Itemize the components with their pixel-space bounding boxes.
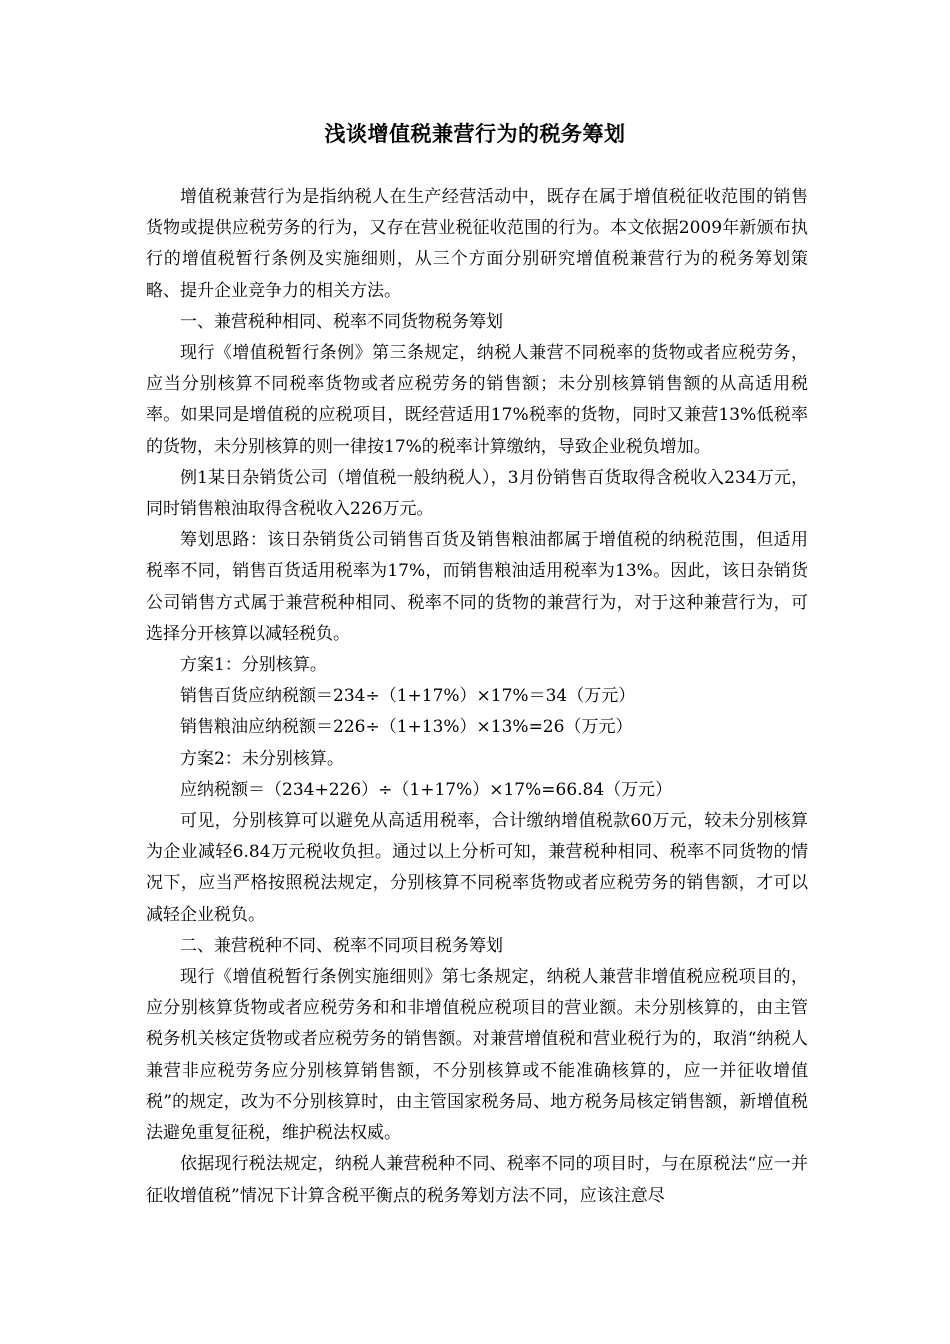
paragraph: 依据现行税法规定，纳税人兼营税种不同、税率不同的项目时，与在原税法“应一并征收增值税”情况下计算含税平衡点的税务筹划方法不同，应该注意尽 [146, 1154, 808, 1206]
paragraph-example: 例1某日杂销货公司（增值税一般纳税人），3月份销售百货取得含税收入234万元，同时销售粮油取得含税收入226万元。 [146, 467, 808, 520]
plan-label: 方案1：分别核算。 [180, 655, 327, 676]
paragraph: 可见，分别核算可以避免从高适用税率，合计缴纳增值税款60万元，较未分别核算为企业减轻6.84万元税收负担。通过以上分析可知，兼营税种相同、税率不同货物的情况下，应当严格按照税法规定，分别核算不同税率货物或者应税劳务的销售额，才可以减轻企业税负。 [146, 811, 808, 925]
paragraph: 现行《增值税暂行条例》第三条规定，纳税人兼营不同税率的货物或者应税劳务，应当分别核算不同税率货物或者应税劳务的销售额；未分别核算销售额的从高适用税率。如果同是增值税的应税项目，既经营适用17%税率的货物，同时又兼营13%低税率的货物，未分别核算的则一律按17%的税率计算缴纳，导致企业税负增加。 [146, 343, 808, 457]
document-title: 浅谈增值税兼营行为的税务筹划 [324, 122, 626, 146]
paragraph-intro: 增值税兼营行为是指纳税人在生产经营活动中，既存在属于增值税征收范围的销售货物或提供应税劳务的行为，又存在营业税征收范围的行为。本文依据2009年新颁布执行的增值税暂行条例及实施细则，从三个方面分别研究增值税兼营行为的税务筹划策略、提升企业竞争力的相关方法。 [146, 187, 808, 301]
formula-line: 应纳税额＝（234+226）÷（1+17%）×17%=66.84（万元） [180, 779, 673, 800]
paragraph: 筹划思路：该日杂销货公司销售百货及销售粮油都属于增值税的纳税范围，但适用税率不同，销售百货适用税率为17%，而销售粮油适用税率为13%。因此，该日杂销货公司销售方式属于兼营税种相同、税率不同的货物的兼营行为，对于这种兼营行为，可选择分开核算以减轻税负。 [146, 530, 808, 644]
formula-line: 销售粮油应纳税额＝226÷（1+13%）×13%=26（万元） [180, 717, 633, 738]
plan-label: 方案2：未分别核算。 [180, 748, 344, 769]
section-heading-1: 一、兼营税种相同、税率不同货物税务筹划 [180, 311, 503, 332]
formula-line: 销售百货应纳税额＝234÷（1+17%）×17%＝34（万元） [180, 686, 636, 707]
document-body [146, 182, 808, 1212]
section-heading-2: 二、兼营税种不同、税率不同项目税务筹划 [180, 935, 503, 956]
paragraph: 现行《增值税暂行条例实施细则》第七条规定，纳税人兼营非增值税应税项目的，应分别核算货物或者应税劳务和和非增值税应税项目的营业额。未分别核算的，由主管税务机关核定货物或者应税劳务的销售额。对兼营增值税和营业税行为的，取消“纳税人兼营非应税劳务应分别核算销售额，不分别核算或不能准确核算的，应一并征收增值税”的规定，改为不分别核算时，由主管国家税务局、地方税务局核定销售额，新增值税法避免重复征税，维护税法权威。 [146, 967, 808, 1144]
